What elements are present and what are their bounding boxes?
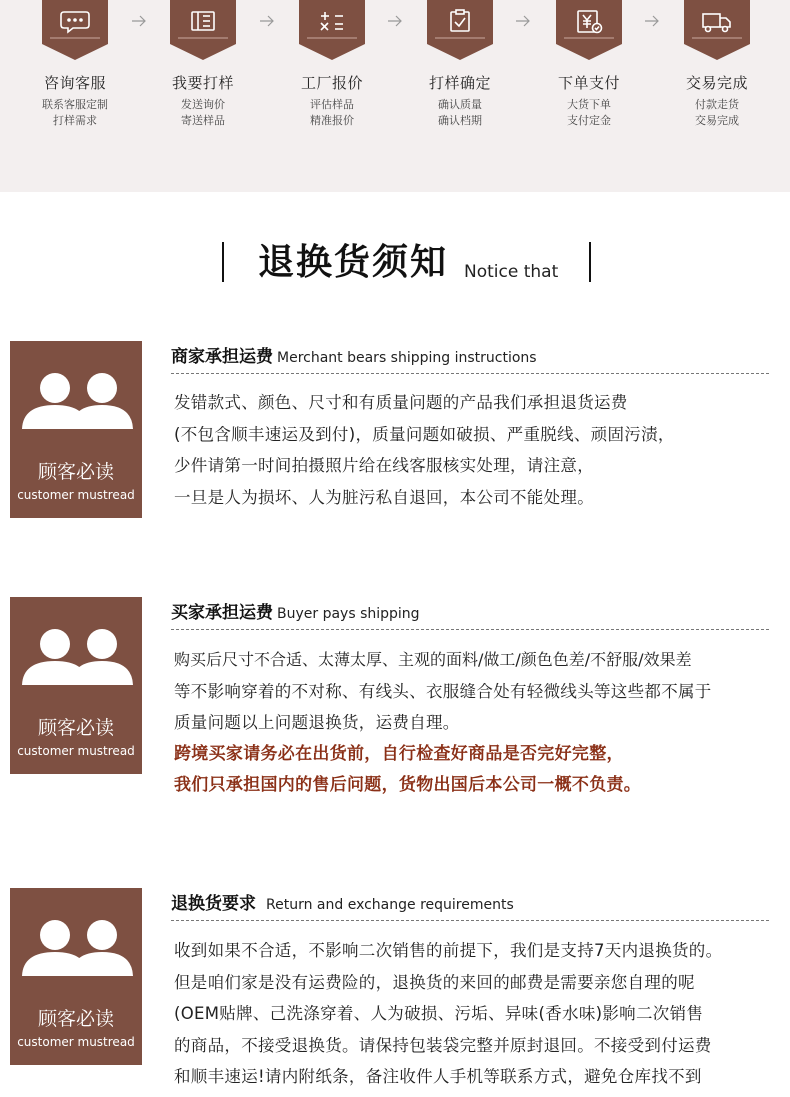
step-badge <box>427 0 493 60</box>
step-title: 打样确定 <box>428 74 491 92</box>
arrow-right-icon <box>515 14 531 28</box>
heading-title: 退换货须知 <box>258 242 449 283</box>
step-badge <box>556 0 622 60</box>
step-description: 大货下单 支付定金 <box>567 98 611 127</box>
box-subtitle: customer mustread <box>17 744 135 758</box>
heading-bar-right <box>589 242 591 282</box>
box-subtitle: customer mustread <box>17 488 135 502</box>
users-icon <box>19 625 133 689</box>
step-badge <box>42 0 108 60</box>
body-line: 质量问题以上问题退换货，运费自理。 <box>174 713 460 732</box>
users-icon <box>19 369 133 433</box>
customer-mustread-badge <box>10 597 142 774</box>
notice-heading <box>222 242 592 282</box>
dashed-divider <box>171 373 769 374</box>
box-title: 顾客必读 <box>37 461 114 483</box>
body-line: 少件请第一时间拍摄照片给在线客服核实处理，请注意， <box>174 456 594 475</box>
arrow-right-icon <box>387 14 403 28</box>
body-line: (OEM贴牌、己洗涤穿着、人为破损、污垢、异味(香水味)影响二次销售 <box>174 1004 704 1023</box>
body-line: 等不影响穿着的不对称、有线头、衣服缝合处有轻微线头等这些都不属于 <box>174 681 712 701</box>
body-line: 一旦是人为损坏、人为脏污私自退回，本公司不能处理。 <box>174 487 594 507</box>
section-body <box>174 644 712 802</box>
arrow-right-icon <box>644 14 660 28</box>
step-description: 评估样品 精准报价 <box>310 98 354 127</box>
section-body <box>174 387 675 513</box>
highlight-line: 我们只承担国内的售后问题，货物出国后本公司一概不负责。 <box>174 775 642 795</box>
step-title: 咨询客服 <box>43 74 106 92</box>
customer-mustread-badge <box>10 341 142 518</box>
body-line: 的商品，不接受退换货。请保持包装袋完整并原封退回。不接受到付运费 <box>174 1035 712 1055</box>
arrow-right-icon <box>131 14 147 28</box>
step-description: 付款走货 交易完成 <box>695 98 739 127</box>
section-title: 买家承担运费 Buyer pays shipping <box>171 603 420 623</box>
body-line: 但是咱们家是没有运费险的，退换货的来回的邮费是需要亲您自理的呢 <box>174 972 695 992</box>
step-description: 发送询价 寄送样品 <box>181 98 225 127</box>
arrow-right-icon <box>259 14 275 28</box>
step-title: 工厂报价 <box>300 74 363 92</box>
box-subtitle: customer mustread <box>17 1035 135 1049</box>
step-title: 下单支付 <box>557 74 620 92</box>
step-badge <box>299 0 365 60</box>
highlight-line: 跨境买家请务必在出货前，自行检查好商品是否完好完整， <box>174 743 624 764</box>
dashed-divider <box>171 920 769 921</box>
step-description: 确认质量 确认档期 <box>438 98 482 127</box>
box-title: 顾客必读 <box>37 1008 114 1030</box>
section-body <box>174 935 722 1093</box>
body-line: 收到如果不合适，不影响二次销售的前提下，我们是支持7天内退换货的。 <box>174 941 723 960</box>
body-line: 购买后尺寸不合适、太薄太厚、主观的面料/做工/颜色色差/不舒服/效果差 <box>174 650 692 669</box>
step-badge <box>170 0 236 60</box>
section-title: 商家承担运费 Merchant bears shipping instructions <box>171 347 537 367</box>
step-description: 联系客服定制 打样需求 <box>42 98 108 127</box>
step-title: 交易完成 <box>685 74 748 92</box>
users-icon <box>19 916 133 980</box>
body-line: 发错款式、颜色、尺寸和有质量问题的产品我们承担退货运费 <box>174 393 628 412</box>
dashed-divider <box>171 629 769 630</box>
section-title: 退换货要求 Return and exchange requirements <box>171 894 514 914</box>
heading-subtitle: Notice that <box>464 262 559 282</box>
customer-mustread-badge <box>10 888 142 1065</box>
box-title: 顾客必读 <box>37 717 114 739</box>
step-title: 我要打样 <box>171 74 234 92</box>
heading-bar-left <box>222 242 224 282</box>
step-badge <box>684 0 750 60</box>
body-line: 和顺丰速运!请内附纸条，备注收件人手机等联系方式，避免仓库找不到 <box>174 1067 702 1086</box>
body-line: (不包含顺丰速运及到付)，质量问题如破损、严重脱线、顽固污渍， <box>174 424 675 444</box>
process-band <box>0 0 790 192</box>
